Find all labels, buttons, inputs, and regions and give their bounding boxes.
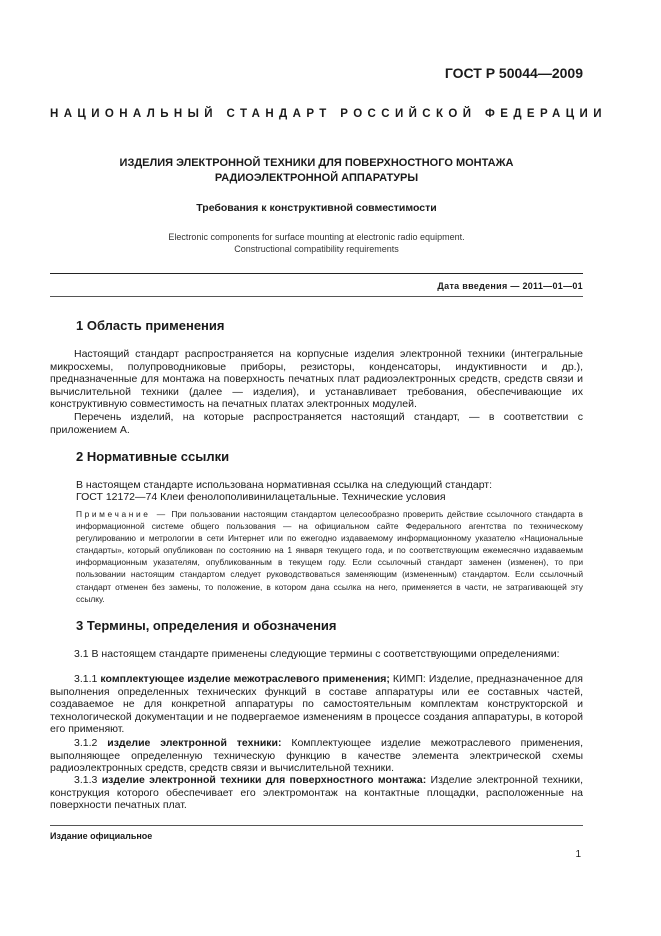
section2-reference: ГОСТ 12172—74 Клеи фенолополивинилацетальные. Технические условия: [76, 491, 446, 503]
date-divider: [50, 296, 583, 297]
clause-3-1-3: [50, 774, 583, 812]
section2-paragraph1: В настоящем стандарте использована нормативная ссылка на следующий стандарт:: [76, 479, 493, 491]
clause-3-1-3-term: изделие электронной техники для поверхностного монтажа:: [101, 774, 427, 786]
official-edition-label: Издание официальное: [50, 831, 153, 841]
clause-3-1-2-definition: Комплектующее изделие межотраслевого применения, выполняющее определенную техническую функцию в качестве элемента электрической схемы радиоэлектронных средств, средств связи и вычислительной техники.: [50, 737, 583, 775]
section2-heading: 2 Нормативные ссылки: [76, 449, 230, 464]
section1-paragraph1: [50, 348, 583, 411]
clause-3-1-1-number: 3.1.1: [74, 673, 98, 685]
section2-note: [76, 508, 583, 605]
clause-3-1-3-number: 3.1.3: [74, 774, 98, 786]
clause-3-1: 3.1 В настоящем стандарте применены следующие термины с соответствующими определениями:: [74, 648, 560, 660]
clause-3-1-2: [50, 737, 583, 775]
english-title-line1: Electronic components for surface mounting at electronic radio equipment.: [168, 232, 465, 242]
footer-divider: [50, 825, 583, 826]
document-subtitle: Требования к конструктивной совместимости: [196, 202, 437, 214]
clause-3-1-1-definition: КИМП: Изделие, предназначенное для выполнения определенных технических функций в составе аппаратуры или ее составных частей, создаваемое не для конкретной аппаратуры по самостоятельным комплектам конструкторской и технологической документации и не подвергаемое изменениям в процессе создания аппаратуры, в которой его применяют.: [50, 673, 583, 736]
clause-3-1-2-number: 3.1.2: [74, 737, 98, 749]
document-title-line2: РАДИОЭЛЕКТРОННОЙ АППАРАТУРЫ: [214, 172, 419, 184]
page-number: 1: [575, 849, 581, 860]
clause-3-1-1-term: комплектующее изделие межотраслевого применения;: [100, 673, 390, 685]
clause-3-1-1: [50, 673, 583, 736]
section1-paragraph1-text: Настоящий стандарт распространяется на корпусные изделия электронной техники (интегральные микросхемы, полупроводниковые приборы, резисторы, конденсаторы, индуктивности и др.), предназначенные для монтажа на поверхность печатных плат радиоэлектронных средств, средств связи и вычислительной техники (далее — изделия), и устанавливает требования, обеспечивающие их конструктивную совместимость на печатных платах электронных модулей.: [50, 348, 583, 411]
intro-date: Дата введения — 2011—01—01: [437, 281, 583, 291]
document-title-line1: ИЗДЕЛИЯ ЭЛЕКТРОННОЙ ТЕХНИКИ ДЛЯ ПОВЕРХНОСТНОГО МОНТАЖА: [119, 157, 514, 169]
clause-3-1-2-term: изделие электронной техники:: [107, 737, 282, 749]
clause-3-1-3-definition: Изделие электронной техники, конструкция которого обеспечивает его электромонтаж на контактные площадки, расположенные на поверхности печатных плат.: [50, 774, 583, 812]
national-standard-banner: НАЦИОНАЛЬНЫЙ СТАНДАРТ РОССИЙСКОЙ ФЕДЕРАЦИИ: [50, 108, 607, 120]
note-label: Примечание —: [76, 509, 168, 519]
document-number: ГОСТ Р 50044—2009: [444, 65, 583, 81]
note-text: При пользовании настоящим стандартом целесообразно проверить действие ссылочного стандарта в информационной системе общего пользования — на официальном сайте Федерального агентства по техническому регулированию и метрологии в сети Интернет или по ежегодно издаваемому информационному указателю «Национальные стандарты», который опубликован по состоянию на 1 января текущего года, и по соответствующим ежемесячно издаваемым информационным указателям, опубликованным в текущем году. Если ссылочный стандарт заменен (изменен), то при пользовании настоящим стандартом следует руководствоваться заменяющим (измененным) стандартом. Если ссылочный стандарт отменен без замены, то положение, в котором дана ссылка на него, применяется в части, не затрагивающей эту ссылку.: [76, 509, 584, 604]
english-title-line2: Constructional compatibility requirements: [234, 244, 399, 254]
section3-heading: 3 Термины, определения и обозначения: [76, 618, 337, 633]
section1-paragraph2: Перечень изделий, на которые распространяется настоящий стандарт, — в соответствии с приложением А.: [50, 411, 583, 436]
title-divider: [50, 273, 583, 274]
section1-heading: 1 Область применения: [76, 318, 225, 333]
